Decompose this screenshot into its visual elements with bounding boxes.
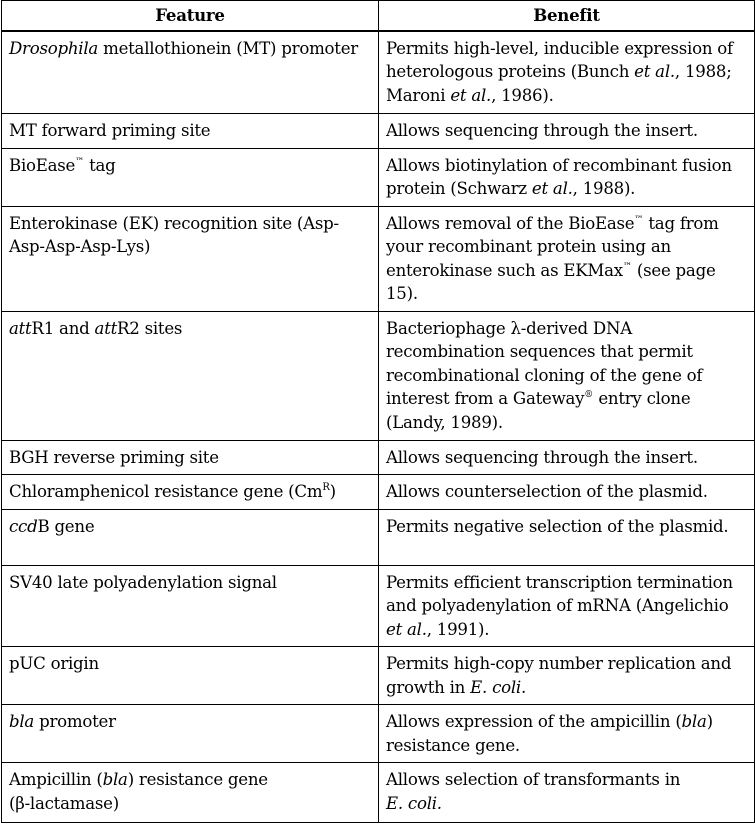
table-row [2, 31, 755, 114]
benefit-column-header: Benefit [379, 1, 755, 31]
table-row [2, 311, 755, 440]
trademark-symbol: ™ [75, 156, 85, 167]
feature-cell [2, 565, 379, 647]
feature-cell [2, 440, 379, 475]
benefit-cell [379, 114, 755, 149]
cell-text: , 1988). [572, 179, 636, 198]
cell-text: Chloramphenicol resistance gene (Cm [9, 482, 323, 501]
table-header-row [2, 1, 755, 31]
cell-text: (see page 15). [386, 260, 716, 303]
cell-text: R1 and [31, 318, 95, 338]
cell-text: Bacteriophage λ-derived DNA recombination sequences that permit recombinational cloning of the gene of interest from a Gateway [386, 318, 703, 408]
cell-text: Allows sequencing through the insert. [386, 447, 698, 467]
cell-text: tag from your recombinant protein using an enterokinase such as EKMax [386, 213, 719, 280]
cell-text: tag [84, 155, 116, 175]
cell-text: Allows expression of the ampicillin ( [386, 712, 682, 731]
feature-cell [2, 475, 379, 510]
italic-text: bla [681, 712, 707, 731]
cell-text: Allows counterselection of the plasmid. [386, 482, 708, 501]
benefit-cell [379, 763, 755, 823]
italic-text: ccd [9, 516, 38, 536]
benefit-cell [379, 206, 755, 311]
table-row [2, 148, 755, 206]
benefit-cell [379, 440, 755, 475]
benefit-cell [379, 31, 755, 114]
benefit-cell [379, 475, 755, 510]
italic-text: et al. [531, 179, 573, 198]
table-row [2, 705, 755, 763]
cell-text: metallothionein (MT) promoter [98, 38, 358, 58]
cell-text: R2 sites [117, 318, 183, 338]
cell-text: ) [329, 482, 336, 501]
cell-text: Permits high-copy number replication and growth in [386, 654, 732, 697]
italic-text: E. coli. [470, 677, 526, 697]
italic-text: att [9, 318, 32, 338]
feature-cell [2, 311, 379, 440]
feature-cell [2, 647, 379, 705]
cell-text: (β-lactamase) [9, 793, 119, 813]
table-row [2, 114, 755, 149]
benefit-cell [379, 705, 755, 763]
table-row [2, 509, 755, 565]
italic-text: et al. [450, 85, 492, 105]
table-row [2, 763, 755, 823]
cell-text: Permits efficient transcription termination and polyadenylation of mRNA (Angelichio [386, 572, 733, 615]
feature-cell [2, 763, 379, 823]
table-row [2, 565, 755, 647]
benefit-cell [379, 148, 755, 206]
table-row [2, 206, 755, 311]
cell-text: promoter [34, 712, 116, 731]
italic-text: et al. [634, 62, 675, 81]
benefit-cell [379, 311, 755, 440]
cell-text: Allows selection of transformants in [386, 770, 681, 789]
feature-cell [2, 148, 379, 206]
feature-cell [2, 31, 379, 114]
cell-text: entry clone (Landy, 1989). [386, 389, 691, 432]
trademark-symbol: ® [584, 390, 594, 400]
cell-text: , 1988; Maroni [386, 62, 732, 105]
table-row [2, 647, 755, 705]
cell-text: BGH reverse priming site [9, 447, 219, 467]
trademark-symbol: ™ [634, 214, 644, 225]
cell-text: Allows removal of the BioEase [386, 213, 635, 233]
cell-text: Permits high-level, inducible expression of heterologous proteins (Bunch [386, 38, 733, 81]
feature-cell [2, 206, 379, 311]
italic-text: att [94, 318, 118, 338]
cell-text: Ampicillin ( [9, 770, 103, 789]
cell-text: , 1991). [426, 619, 490, 639]
cell-text: SV40 late polyadenylation signal [9, 572, 277, 592]
feature-cell [2, 705, 379, 763]
feature-cell [2, 509, 379, 565]
cell-text: ) resistance gene. [386, 712, 713, 755]
cell-text: B gene [37, 516, 95, 536]
italic-text: Drosophila [9, 38, 99, 58]
trademark-symbol: ™ [622, 261, 632, 272]
benefit-cell [379, 647, 755, 705]
table-row [2, 440, 755, 475]
cell-text: Allows biotinylation of recombinant fusion protein (Schwarz [386, 155, 732, 198]
italic-text: bla [9, 712, 35, 731]
cell-text: pUC origin [9, 654, 99, 673]
table-body [2, 31, 755, 823]
cell-text: Allows sequencing through the insert. [386, 121, 698, 140]
italic-text: E. coli. [386, 793, 442, 813]
superscript-text: R [322, 482, 330, 493]
feature-column-header: Feature [2, 1, 379, 31]
cell-text: , 1986). [491, 85, 554, 105]
cell-text: Enterokinase (EK) recognition site (Asp-Asp-Asp-Asp-Lys) [9, 213, 339, 256]
italic-text: et al. [386, 619, 427, 639]
table-row [2, 475, 755, 510]
cell-text: BioEase [9, 155, 76, 175]
cell-text: MT forward priming site [9, 121, 211, 140]
cell-text: ) resistance gene [127, 770, 268, 789]
feature-cell [2, 114, 379, 149]
feature-benefit-table [1, 0, 755, 823]
benefit-cell [379, 509, 755, 565]
benefit-cell [379, 565, 755, 647]
italic-text: bla [102, 770, 128, 789]
cell-text: Permits negative selection of the plasmid. [386, 516, 729, 536]
